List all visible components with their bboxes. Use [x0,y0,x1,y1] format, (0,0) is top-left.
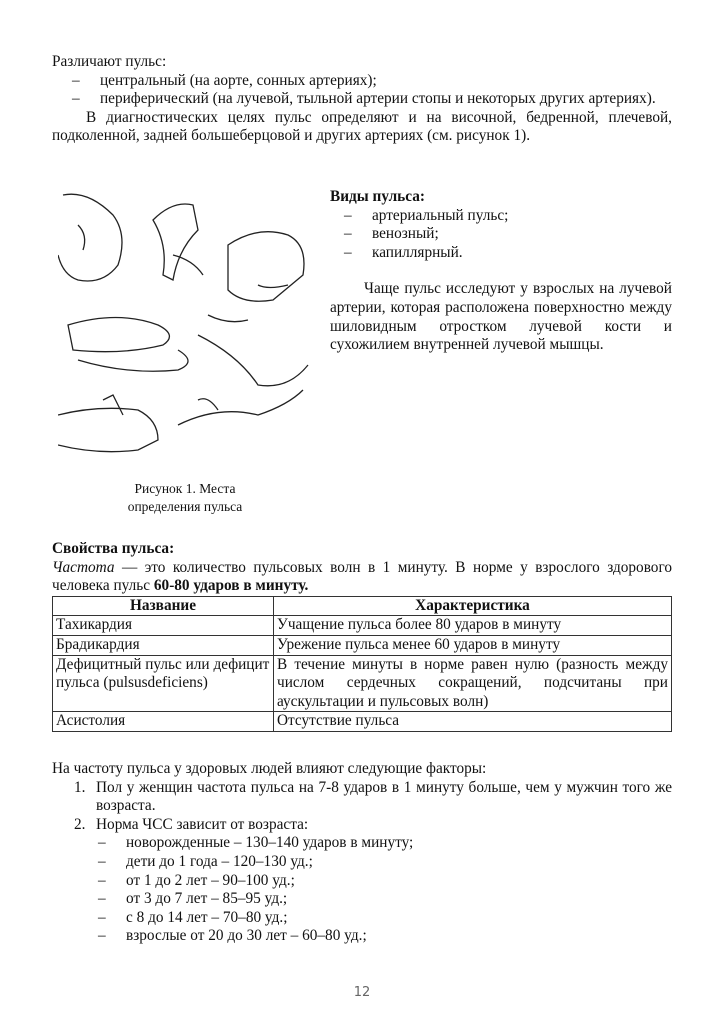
table-cell: Тахикардия [53,616,274,636]
list-item: – периферический (на лучевой, тыльной артерии стопы и некоторых других артериях). [72,90,672,109]
list-item: – венозный; [344,225,672,244]
page-number: 12 [353,985,371,1000]
intro-paragraph: В диагностических целях пульс определяют и на височной, бедренной, плечевой, подколенной, задней большеберцовой и других артериях (см. рисунок 1). [52,108,672,145]
caption-line: Рисунок 1. Места [134,481,236,496]
list-item: – центральный (на аорте, сонных артериях); [72,72,672,91]
properties-section [52,540,672,732]
pulse-points-illustration [58,185,312,467]
table-header-row [53,596,672,616]
table-row [53,655,672,712]
list-item: – от 1 до 2 лет – 90–100 уд.; [98,872,672,891]
numbered-item: 1. Пол у женщин частота пульса на 7-8 ударов в 1 минуту больше, чем у мужчин того же возраста. [74,778,672,815]
figure-caption [110,480,260,516]
list-item: – новорожденные – 130–140 ударов в минуту; [98,834,672,853]
definition-text: — это количество пульсовых волн в 1 минуту. В норме у взрослого здорового человека пульс [52,558,672,595]
table-cell: Брадикардия [53,635,274,655]
column-header: Название [53,596,274,616]
numbered-item: 2. Норма ЧСС зависит от возраста: [74,815,309,833]
norm-value: 60-80 ударов в минуту. [153,577,309,595]
item-text: Норма ЧСС зависит от возраста: [96,815,309,833]
table-cell: Дефицитный пульс или дефицит пульса (pulsusdeficiens) [53,655,274,712]
table-cell: В течение минуты в норме равен нулю (разность между числом сердечных сокращений, подсчитаны при аускультации и пульсовых волн) [274,655,672,712]
list-item: – от 3 до 7 лет – 85–95 уд.; [98,890,672,909]
section-heading: Свойства пульса: [52,540,175,557]
list-item: – дети до 1 года – 120–130 уд.; [98,853,672,872]
table-cell: Отсутствие пульса [274,712,672,732]
list-item: – капиллярный. [344,244,672,263]
pulse-types-section [330,188,672,355]
term: Частота [52,558,115,576]
list-item: – артериальный пульс; [344,207,672,226]
pulse-table [52,596,672,732]
column-header: Характеристика [274,596,672,616]
table-cell: Урежение пульса менее 60 ударов в минуту [274,635,672,655]
list-item: – взрослые от 20 до 30 лет – 60–80 уд.; [98,927,672,946]
section-heading: Виды пульса: [330,188,425,205]
list-item: – с 8 до 14 лет – 70–80 уд.; [98,909,672,928]
table-cell: Учащение пульса более 80 ударов в минуту [274,616,672,636]
factors-section [52,760,672,946]
item-text: Пол у женщин частота пульса на 7-8 ударов в 1 минуту больше, чем у мужчин того же возраста. [96,778,672,815]
intro-section [52,53,672,146]
table-cell: Асистолия [53,712,274,732]
table-row [53,616,672,636]
types-paragraph: Чаще пульс исследуют у взрослых на лучевой артерии, которая расположена поверхностно между шиловидным отростком лучевой кости и сухожилием внутренней лучевой мышцы. [330,280,672,354]
table-row [53,712,672,732]
table-row [53,635,672,655]
intro-lead: Различают пульс: [52,53,167,70]
caption-line: определения пульса [127,499,243,514]
factors-lead: На частоту пульса у здоровых людей влияют следующие факторы: [52,760,487,777]
